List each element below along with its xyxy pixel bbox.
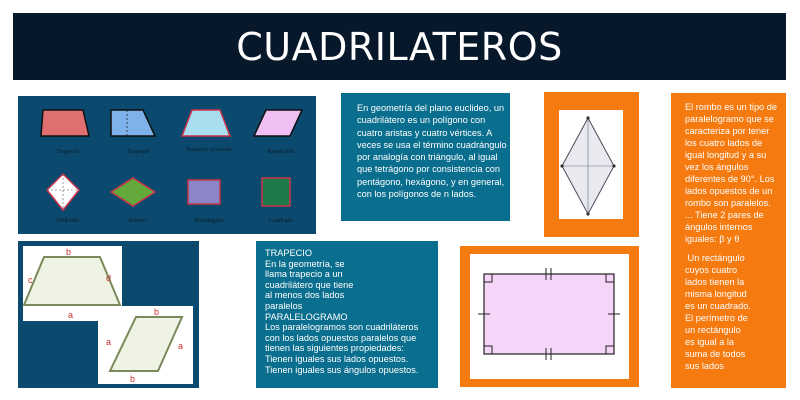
shape-label: Trapecio: [56, 148, 80, 155]
text-line: es igual a la: [685, 337, 735, 347]
rhombus-diagram: [559, 110, 623, 219]
text-line: PARALELOGRAMO: [265, 311, 348, 322]
rectangulo-text: [685, 252, 782, 372]
text-line: paralelos: [265, 300, 303, 311]
text-line: Un rectángulo: [685, 253, 745, 263]
text-line: suma de todos: [685, 349, 746, 359]
shape-label: Trapecio: [126, 148, 150, 155]
text-line: TRAPECIO: [265, 248, 312, 258]
shape-label: Deltoide: [56, 217, 80, 224]
text-line: tienen las siguientes propiedades:: [265, 343, 404, 354]
deltoide-icon: [33, 172, 103, 212]
rombo-text: [685, 101, 782, 245]
rectangle-diagram: [460, 246, 639, 387]
parallelogram-label-left: a: [106, 337, 112, 347]
trapezoid-label-right: d: [106, 273, 112, 283]
text-line: paralelogramo que se: [685, 114, 774, 124]
text-line: igual longitud y a su: [685, 150, 767, 160]
text-line: con los lados opuestos paralelos que: [265, 332, 417, 343]
trapezoid-label-bottom: a: [68, 310, 74, 320]
text-line: Los paralelogramos son cuadriláteros: [265, 322, 419, 333]
text-line: sus lados: [685, 361, 724, 371]
shape-rectangulo: [174, 172, 244, 232]
shape-cuadrado: [246, 172, 316, 232]
text-line: El rombo es un tipo de: [685, 102, 777, 112]
trapecio-text: [265, 248, 437, 375]
text-line: Tienen iguales sus lados opuestos.: [265, 353, 409, 364]
text-line: lados opuestos de un: [685, 186, 773, 196]
text-line: los cuatro lados de: [685, 138, 763, 148]
rhombus-icon: [559, 110, 623, 219]
text-line: es un cuadrado.: [685, 301, 751, 311]
trapezoid-parallelogram-panel: [18, 241, 199, 388]
parallelogram-label-top: b: [154, 307, 160, 317]
shape-label: Trapecio isósceles: [185, 146, 233, 153]
trapezoid-label-left: c: [28, 275, 33, 285]
text-line: al menos dos lados: [265, 290, 345, 301]
rectangulo-icon: [174, 172, 244, 212]
trapecio-icon: [33, 104, 103, 144]
text-line: En la geometría, se: [265, 258, 345, 269]
text-line: cuyos cuatro: [685, 265, 738, 275]
isosceles-trapecio-icon: [174, 104, 244, 144]
shape-trapecio-2: [103, 104, 173, 164]
definition-panel: [341, 93, 510, 221]
shape-trapecio-isosceles: [174, 104, 244, 164]
text-line: Tienen iguales sus ángulos opuestos.: [265, 364, 419, 375]
quadrilaterals-grid-panel: [18, 96, 316, 234]
trapezoid-label-top: b: [66, 247, 72, 257]
text-line: El perímetro de: [685, 313, 748, 323]
text-line: caracteriza por tener: [685, 126, 770, 136]
shape-rombo: [103, 172, 173, 232]
trapezoid-parallelogram-diagram: [18, 241, 199, 388]
parallelogram-label-bottom: b: [130, 374, 136, 384]
text-line: ... Tiene 2 pares de: [685, 210, 764, 220]
text-line: iguales: β y θ: [685, 234, 740, 244]
right-trapecio-icon: [103, 104, 173, 144]
shape-trapecio-1: [33, 104, 103, 164]
text-line: ángulos internos: [685, 222, 753, 232]
rombo-rectangulo-panel: [671, 93, 786, 388]
rombo-icon: [103, 172, 173, 212]
text-line: rombo son paralelos.: [685, 198, 771, 208]
text-line: un rectángulo: [685, 325, 741, 335]
definition-text: En geometría del plano euclideo, un cuadrilátero es un polígono con cuatro aristas y cuatro vértices. A veces se usa el término cuadrángulo por analogía con triángulo, al igual que tetrágono por consistencia con pentágono, hexágono, y en general, con los polígonos de n lados.: [357, 103, 507, 200]
romboide-icon: [246, 104, 316, 144]
text-line: cuadrilátero que tiene: [265, 279, 354, 290]
parallelogram-label-right: a: [178, 341, 184, 351]
shape-label: Rectángulo: [194, 217, 224, 224]
trapecio-paralelogramo-panel: [256, 241, 438, 388]
cuadrado-icon: [246, 172, 316, 212]
text-line: lados tienen la: [685, 277, 745, 287]
text-line: llama trapecio a un: [265, 269, 343, 280]
text-line: diferentes de 90°. Los: [685, 174, 775, 184]
shape-romboide: [246, 104, 316, 164]
rectangle-diagram-panel: [460, 246, 639, 387]
shape-label: Rombo: [128, 217, 148, 224]
text-line: vez los ángulos: [685, 162, 749, 172]
page-title: CUADRILATEROS: [236, 24, 563, 69]
text-line: misma longitud: [685, 289, 747, 299]
title-banner: [13, 13, 786, 80]
shape-label: Romboide: [267, 148, 295, 155]
shape-label: Cuadrado: [268, 217, 294, 224]
